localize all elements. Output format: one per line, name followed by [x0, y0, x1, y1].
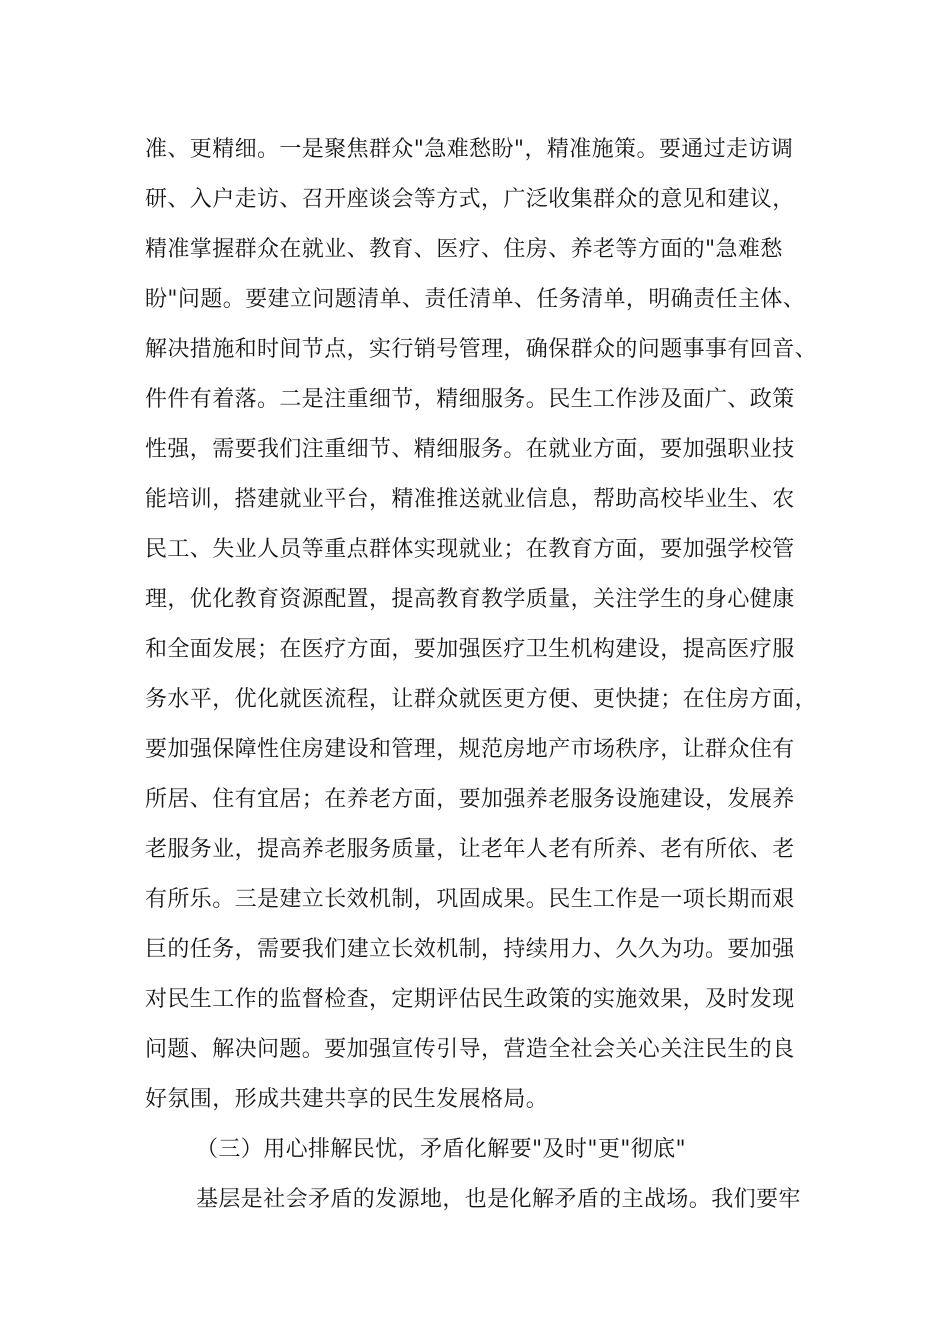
text-line: 能培训，搭建就业平台，精准推送就业信息，帮助高校毕业生、农: [145, 487, 795, 512]
text-line: 精准掌握群众在就业、教育、医疗、住房、养老等方面的"急难愁: [145, 237, 783, 262]
text-line: 老服务业，提高养老服务质量，让老年人老有所养、老有所依、老: [145, 837, 795, 862]
text-line: 件件有着落。二是注重细节，精细服务。民生工作涉及面广、政策: [145, 387, 795, 412]
text-line: 盼"问题。要建立问题清单、责任清单、任务清单，明确责任主体、: [145, 287, 806, 312]
text-line: 对民生工作的监督检查，定期评估民生政策的实施效果，及时发现: [145, 987, 795, 1012]
text-line: 好氛围，形成共建共享的民生发展格局。: [145, 1087, 549, 1112]
text-line: 准、更精细。一是聚焦群众"急难愁盼"，精准施策。要通过走访调: [145, 137, 794, 162]
text-line: 研、入户走访、召开座谈会等方式，广泛收集群众的意见和建议，: [145, 187, 795, 212]
text-line: 务水平，优化就医流程，让群众就医更方便、更快捷；在住房方面，: [145, 687, 818, 712]
text-line: 性强，需要我们注重细节、精细服务。在就业方面，要加强职业技: [145, 437, 795, 462]
text-line: 有所乐。三是建立长效机制，巩固成果。民生工作是一项长期而艰: [145, 887, 795, 912]
text-line: 问题、解决问题。要加强宣传引导，营造全社会关心关注民生的良: [145, 1037, 795, 1062]
text-line: 民工、失业人员等重点群体实现就业；在教育方面，要加强学校管: [145, 537, 795, 562]
text-line: 所居、住有宜居；在养老方面，要加强养老服务设施建设，发展养: [145, 787, 795, 812]
text-line: 解决措施和时间节点，实行销号管理，确保群众的问题事事有回音、: [145, 337, 818, 362]
text-line: 巨的任务，需要我们建立长效机制，持续用力、久久为功。要加强: [145, 937, 795, 962]
text-line: 和全面发展；在医疗方面，要加强医疗卫生机构建设，提高医疗服: [145, 637, 795, 662]
text-line: 要加强保障性住房建设和管理，规范房地产市场秩序，让群众住有: [145, 737, 795, 762]
text-line: 基层是社会矛盾的发源地，也是化解矛盾的主战场。我们要牢: [196, 1187, 801, 1212]
text-line: 理，优化教育资源配置，提高教育教学质量，关注学生的身心健康: [145, 587, 795, 612]
section-heading: （三）用心排解民忧，矛盾化解要"及时"更"彻底": [196, 1137, 687, 1162]
